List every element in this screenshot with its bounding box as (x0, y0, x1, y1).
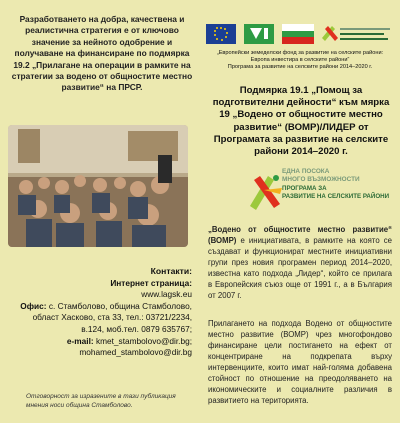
email-line (8, 336, 192, 348)
office-label: Офис: (20, 300, 47, 311)
fund-caption-line-1: „Европейски земеделски фонд за развитие на селските райони: (216, 50, 384, 56)
logo-line-2: МНОГО ВЪЗМОЖНОСТИ (282, 175, 360, 183)
logo-line-4: РАЗВИТИЕ НА СЕЛСКИТЕ РАЙОНИ (282, 192, 390, 200)
fund-caption (203, 50, 397, 71)
email-link-2[interactable]: mohamed_stambolovo@dir.bg (79, 347, 192, 358)
meeting-photo-image (8, 125, 188, 247)
website-label: Интернет страница: (110, 277, 192, 288)
vomr-paragraph-rest: е инициативата, в рамките на която се създават и функционират местните инициативни групи през новия програмен период 2014–2020, известна като подхода „Лидер“, който се прилага в Европейския съюз още от 1991 г., а в България от 2007 г. (208, 236, 392, 300)
office-line (8, 301, 192, 336)
website-value-line (8, 289, 192, 301)
fund-caption-line-2: Европа инвестира в селските райони“ (250, 57, 350, 63)
contacts-title: Контакти: (150, 266, 192, 276)
email-line-2 (8, 347, 192, 359)
vomr-paragraph-bold: „Водено от общностите местно развитие“ (ВОМР) (208, 225, 392, 245)
eu-flag-icon (206, 24, 236, 44)
vomr-paragraph (208, 224, 392, 301)
website-link[interactable]: www.lagsk.eu (141, 289, 192, 300)
intro-text: Разработването на добра, качествена и реалистична стратегия е от ключово значение за нейното одобрение и получаване на финансиране по подмярка 19.2 „Прилагане на операции в рамките на стратегии за водено от общностите местно развитие“ на ПРСР. (11, 14, 193, 93)
responsibility-note: Отговорност за изразените в тази публикация мнения носи община Стамболово. (26, 393, 176, 409)
leader-logo-icon (244, 24, 274, 44)
meeting-photo (8, 125, 188, 247)
program-logo-small-icon (322, 26, 390, 41)
measure-title: Подмярка 19.1 „Помощ за подготвителни дейности“ към мярка 19 „Водено от общностите местно развитие“ (ВОМР)/ЛИДЕР от Програмата за развитие на селските райони 2014–2020 г. (212, 85, 390, 158)
contacts-block (8, 266, 192, 359)
email-link-1[interactable]: kmet_stambolovo@dir.bg; (95, 335, 192, 346)
logo-strip (204, 22, 396, 46)
logo-line-1: ЕДНА ПОСОКА (282, 168, 330, 175)
office-address: с. Стамболово, община Стамболово, област Хасково, ста 33, тел.: 03721/2234, в.124, моб.тел. 0879 635767; (32, 300, 192, 334)
fund-caption-line-3: Програма за развитие на селските райони 2014–2020 г. (227, 64, 373, 70)
website-line (8, 278, 192, 290)
approach-paragraph: Прилагането на подхода Водено от общностите местно развитие (ВОМР) чрез многофондово финансиране цели постигането на ефект от концентриране на подкрепата върху интервенциите, които имат най-голяма добавена стойност по отношение на преодоляването на икономическите и социалните различия в развитието на територията. (208, 319, 392, 405)
logo-line-3: ПРОГРАМА ЗА (282, 185, 327, 193)
bulgarian-flag-icon (282, 24, 314, 44)
program-logo-text (282, 168, 392, 200)
email-label: e-mail: (66, 335, 94, 346)
